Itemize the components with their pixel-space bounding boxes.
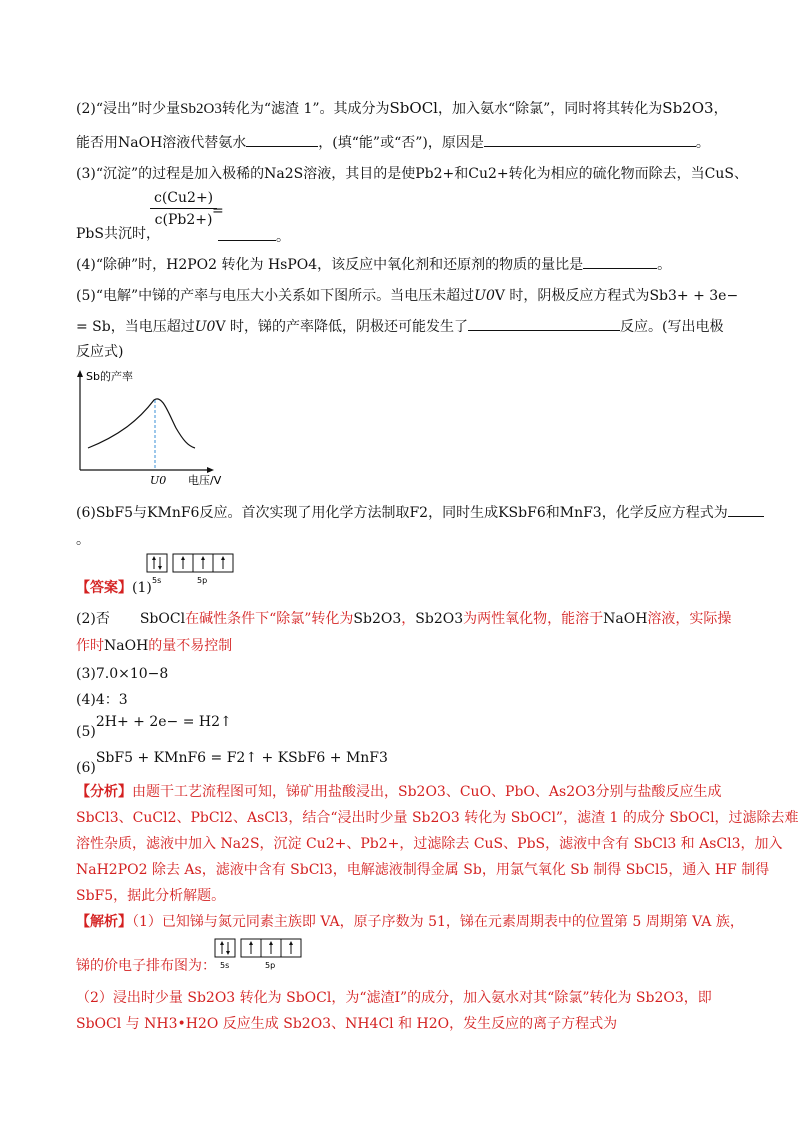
q3-line-1 (76, 164, 748, 184)
q6-line-1 (76, 502, 764, 523)
solution-line-1 (76, 912, 744, 932)
equation-h2: 2H+ + 2e− = H2↑ (95, 714, 232, 730)
q5-text: V 时，锑的产率降低，阴极还可能发生了 (215, 319, 469, 335)
orbital-5s-box (215, 939, 235, 957)
q3-answer-blank-line (218, 226, 290, 247)
ion-cu: Cu2+ (468, 166, 509, 182)
orbital-5s-label: 5s (152, 576, 162, 585)
orbital-5s-box (147, 554, 167, 572)
equation-f2: SbF5 + KMnF6 = F2↑ + KSbF6 + MnF3 (95, 750, 388, 766)
q2-text: ，加入氨水“除氯”，同时将其转化为 (437, 101, 663, 117)
answer-2-text: 作时 (76, 638, 104, 654)
q5-text: = Sb，当电压超过 (76, 319, 195, 335)
y-axis-label: Sb的产率 (86, 370, 133, 383)
solution-text: （1）已知锑与氮元同素主族即 VA，原子序数为 51，锑在元素周期表中的位置第 5 周期第 VA 族， (132, 914, 744, 930)
q6-text: 反应。首次实现了用化学方法制取 (199, 505, 410, 521)
answer-2-text: 溶液，实际操 (647, 611, 732, 627)
ion-pb: Pb2+ (415, 166, 455, 182)
answer-label: 【答案】 (76, 580, 132, 596)
formula-kmnf6: KMnF6 (147, 505, 200, 521)
formula-pbs: PbS (76, 226, 104, 242)
formula-sb2o3: Sb2O3 (353, 611, 402, 627)
q5-text: (5)“电解”中锑的产率与电压大小关系如下图所示。当电压未超过 (76, 288, 475, 304)
answer-number: (1) (132, 580, 152, 596)
x-axis-arrow (207, 467, 214, 473)
answer-2-text: 的量不易控制 (148, 638, 233, 654)
analysis-label: 【分析】 (76, 784, 132, 800)
q2-text: ，(填“能”或“否”)，原因是 (318, 135, 484, 151)
q3-text: 、 (734, 166, 748, 182)
orbital-5s-label: 5s (220, 961, 230, 970)
solution-line-4: SbOCl 与 NH3•H2O 反应生成 Sb2O3、NH4Cl 和 H2O，发生反应的离子方程式为 (76, 1016, 618, 1032)
yield-curve (88, 399, 195, 448)
q6-text: ，化学反应方程式为 (601, 505, 728, 521)
q2-line-1 (76, 98, 728, 119)
answer-blank[interactable] (728, 502, 764, 517)
solution-line-3: （2）浸出时少量 Sb2O3 转化为 SbOCl，为“滤渣Ⅰ”的成分，加入氨水对其“除氯”转化为 Sb2O3，即 (76, 990, 712, 1006)
q6-text: 与 (133, 505, 148, 521)
analysis-line-2: SbCl3、CuCl2、PbCl2、AsCl3，结合“浸出时少量 Sb2O3 转化为 SbOCl”，滤渣 1 的成分 SbOCl，过滤除去难 (76, 810, 799, 826)
solution-line-2: 锑的价电子排布图为： (76, 958, 216, 974)
formula-sb2o3: Sb2O3 (180, 101, 222, 117)
formula-cus: CuS (704, 166, 734, 182)
yield-voltage-graph (70, 366, 240, 490)
q6-text: ，同时生成 (428, 505, 499, 521)
q5-text: V 时，阴极反应方程式为 (494, 288, 650, 304)
q6-line-2: 。 (76, 532, 90, 548)
orbital-boxes (214, 938, 306, 970)
answer-2-text: 在碱性条件下“除氯”转化为 (185, 611, 354, 627)
equals-sign: = (212, 203, 224, 219)
answer-2-text: 为两性氧化物，能溶于 (463, 611, 604, 627)
answer-blank[interactable] (468, 316, 620, 331)
formula-naoh: NaOH (118, 135, 163, 151)
analysis-text: 由题干工艺流程图可知，锑矿用盐酸浸出，Sb2O3、CuO、PbO、As2O3分别与盐酸反应生成 (132, 784, 722, 800)
q5-line-3: 反应式) (76, 344, 124, 360)
analysis-line-3: 溶性杂质，滤液中加入 Na2S，沉淀 Cu2+、Pb2+，过滤除去 CuS、PbS，滤液中含有 SbCl3 和 AsCl3，加入 (76, 836, 783, 852)
q2-text: 。 (695, 135, 710, 151)
symbol-u0: U0 (194, 319, 216, 335)
answer-3: (3)7.0×10−8 (76, 666, 169, 682)
q6-text: 和 (545, 505, 560, 521)
formula-mnf3: MnF3 (559, 505, 602, 521)
concentration-ratio (150, 188, 217, 231)
q3-text: 转化为相应的硫化物而除去，当 (508, 166, 705, 182)
q3-text: 共沉时， (103, 226, 160, 242)
q2-text: ， (713, 101, 728, 117)
answer-2-text: (2)否 (76, 611, 110, 627)
q4-text: (4)“除砷”时，H2PO2 转化为 HsPO4，该反应中氧化剂和还原剂的物质的量比是 (76, 257, 584, 273)
orbital-boxes (146, 553, 238, 585)
q2-text: 能否用 (76, 135, 118, 151)
answer-4: (4)4：3 (76, 692, 128, 708)
q2-text: 转化为“滤渣 1”。其成分为 (221, 101, 390, 117)
formula-sbocl: SbOCl (139, 611, 186, 627)
formula-f2: F2 (409, 505, 429, 521)
answer-blank[interactable] (484, 132, 696, 147)
q6-text: (6) (76, 505, 96, 521)
fraction-numerator: c(Cu2+) (150, 188, 217, 209)
formula-sb2o3: Sb2O3 (662, 99, 714, 117)
formula-na2s: Na2S (264, 166, 304, 182)
x-tick-u0: U0 (150, 474, 167, 487)
analysis-line-4: NaH2PO2 除去 As，滤液中含有 SbCl3，电解滤液制得金属 Sb，用氯气氧化 Sb 制得 SbCl5，通入 HF 制得 (76, 862, 770, 878)
answer-line-2b (76, 636, 232, 656)
orbital-diagram-solution (214, 938, 306, 970)
q3-line-2 (76, 224, 160, 244)
q2-text: (2)“浸出”时少量 (76, 101, 181, 117)
orbital-5p-label: 5p (265, 961, 276, 970)
q2-text: 溶液代替氨水 (162, 135, 247, 151)
answer-blank[interactable] (583, 254, 657, 269)
q3-text: (3)“沉淀”的过程是加入极稀的 (76, 166, 265, 182)
q3-text: 。 (276, 229, 290, 245)
formula-sb-reduction: Sb3+ + 3e− (649, 288, 739, 304)
symbol-u0: U0 (474, 288, 495, 304)
answer-blank[interactable] (246, 132, 318, 147)
q2-line-2 (76, 132, 710, 153)
y-axis-arrow (77, 370, 83, 377)
orbital-5p-label: 5p (197, 576, 208, 585)
analysis-line-5: SbF5，据此分析解题。 (76, 888, 226, 904)
q3-text: 和 (454, 166, 469, 182)
formula-naoh: NaOH (104, 638, 149, 654)
formula-sb2o3: Sb2O3 (415, 611, 464, 627)
q5-line-2 (76, 316, 723, 337)
answer-number: (6) (76, 760, 96, 776)
fraction-denominator: c(Pb2+) (154, 212, 213, 228)
q4-line (76, 254, 671, 275)
orbital-diagram-answer (146, 553, 238, 585)
answer-2-text: ， (401, 611, 416, 627)
x-axis-label: 电压/V (188, 474, 222, 487)
q5-line-1 (76, 286, 738, 306)
answer-blank[interactable] (218, 226, 276, 241)
answer-5 (76, 714, 232, 742)
answer-number: (5) (76, 724, 96, 740)
answer-line-2 (76, 609, 731, 629)
analysis-line-1 (76, 782, 722, 802)
formula-sbf5: SbF5 (95, 505, 134, 521)
q4-text: 。 (657, 257, 672, 273)
answer-6 (76, 750, 388, 778)
formula-sbocl: SbOCl (389, 99, 438, 117)
q5-text: 反应。(写出电极 (620, 319, 724, 335)
formula-naoh: NaOH (603, 611, 648, 627)
formula-ksbf6: KSbF6 (498, 505, 546, 521)
solution-label: 【解析】 (76, 914, 132, 930)
q3-text: 溶液，其目的是使 (303, 166, 416, 182)
answer-line-1 (76, 578, 152, 598)
